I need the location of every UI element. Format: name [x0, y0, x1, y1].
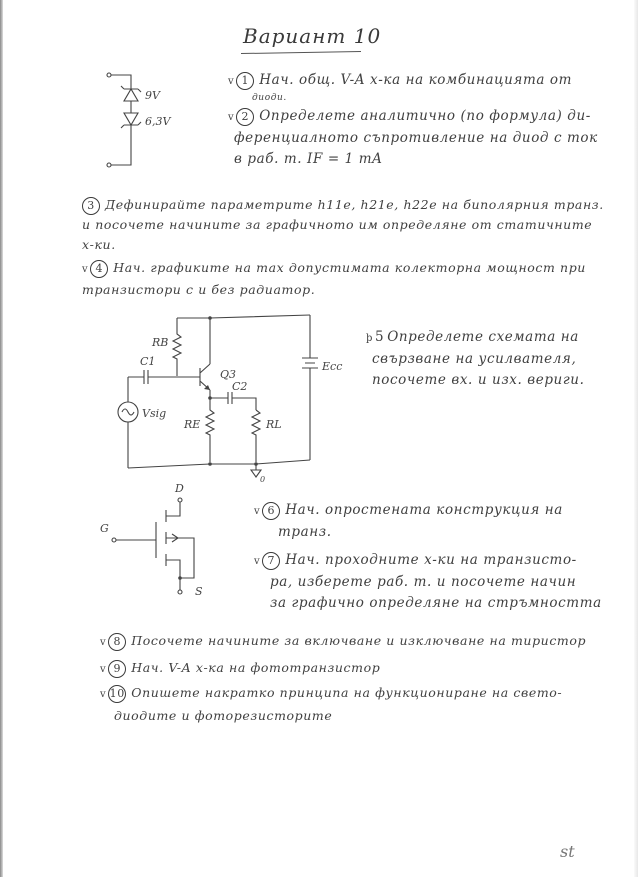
check-mark-icon: v — [100, 637, 107, 648]
question-text: Дефинирайте параметрите h11e, h21e, h22e на биполярния транз. — [105, 197, 604, 212]
label-ecc: Ecc — [322, 360, 343, 373]
question-text: Нач. опростената конструкция на — [285, 502, 563, 518]
question-number: 10 — [108, 685, 126, 703]
question-number: 1 — [236, 72, 254, 90]
question-text: Опишете накратко принципа на функциониране на свето- — [131, 685, 563, 700]
check-mark-icon: v — [100, 664, 107, 675]
label-c1: C1 — [140, 355, 156, 368]
check-mark-icon: v — [100, 689, 107, 700]
question-text: свързване на усилвателя, — [372, 351, 577, 367]
question-text: диодите и фоторезисторите — [114, 708, 333, 723]
question-2 — [228, 106, 598, 170]
question-1 — [228, 70, 572, 104]
battery-ecc — [302, 315, 318, 460]
scan-edge-left — [0, 0, 3, 877]
label-gate: G — [100, 522, 109, 535]
question-text: х-ки. — [82, 237, 116, 252]
resistor-rb — [173, 318, 181, 376]
terminal-top — [107, 73, 111, 77]
terminal-source — [178, 590, 182, 594]
question-text: Нач. графиките на max допустимата колекторна мощност при — [113, 260, 586, 275]
label-rb: RB — [152, 336, 169, 349]
sine-wave-icon — [122, 409, 134, 415]
scan-edge-right — [634, 0, 638, 877]
gate-plate — [116, 522, 156, 558]
question-text: Нач. V-A х-ка на фототранзистор — [131, 660, 381, 675]
label-re: RE — [184, 418, 201, 431]
zener-label-2: 6,3V — [145, 115, 171, 128]
wire-top — [111, 75, 131, 89]
check-mark-icon: v — [228, 112, 235, 123]
question-3 — [82, 195, 604, 255]
question-7 — [254, 550, 602, 614]
label-rl: RL — [266, 418, 282, 431]
signature: st — [560, 842, 575, 861]
title-underline — [241, 51, 361, 54]
question-text: Определете аналитично (по формула) ди- — [259, 108, 591, 124]
check-mark-icon: þ — [366, 333, 374, 344]
question-10 — [100, 682, 562, 726]
question-text: Посочете начините за включване и изключване на тиристор — [131, 633, 587, 648]
question-5 — [366, 327, 584, 391]
wire-drain — [166, 502, 180, 516]
page-title: Вариант 10 — [243, 24, 382, 48]
question-text: за графично определяне на стръмността — [270, 595, 602, 611]
capacitor-c1 — [128, 370, 200, 384]
question-number: 4 — [90, 260, 108, 278]
question-text: транз. — [278, 524, 332, 540]
check-mark-icon: v — [254, 556, 261, 567]
resistor-re — [206, 398, 214, 462]
question-number: 6 — [262, 502, 280, 520]
question-text: Нач. общ. V-A х-ка на комбинацията от — [259, 72, 573, 88]
terminal-drain — [178, 498, 182, 502]
check-mark-icon: v — [254, 506, 261, 517]
wire-bottom-rail — [128, 460, 310, 468]
check-mark-icon: v — [82, 264, 89, 275]
question-text: Нач. проходните х-ки на транзисто- — [285, 552, 577, 568]
question-number: 7 — [262, 552, 280, 570]
zener-diode-1 — [124, 89, 138, 101]
zener-diode-diagram — [95, 65, 171, 165]
label-q3: Q3 — [220, 368, 237, 381]
question-number: 8 — [108, 633, 126, 651]
question-number: 9 — [108, 660, 126, 678]
question-text: ра, изберете раб. т. и посочете начин — [270, 574, 577, 590]
question-6 — [254, 500, 563, 543]
label-ground: 0 — [260, 475, 266, 484]
junction-node — [208, 462, 212, 466]
zener-label-1: 9V — [145, 89, 160, 102]
wire-source-internal — [166, 560, 180, 578]
question-9 — [100, 657, 380, 680]
question-text: ференциалното съпротивление на диод с ток — [234, 130, 598, 146]
capacitor-c2 — [210, 392, 256, 410]
check-mark-icon: v — [228, 76, 235, 87]
question-4 — [82, 258, 586, 300]
zener-diode-2 — [124, 113, 138, 125]
wire-bottom — [111, 125, 131, 165]
question-text: транзистори с и без радиатор. — [82, 282, 316, 297]
question-number: 5 — [375, 329, 385, 345]
question-text: посочете вх. и изх. вериги. — [372, 372, 585, 388]
question-text: диоди. — [252, 93, 287, 103]
wire-top-rail — [177, 315, 310, 318]
label-c2: C2 — [232, 380, 248, 393]
terminal-bottom — [107, 163, 111, 167]
transistor-q3 — [200, 364, 210, 390]
mosfet-diagram — [100, 480, 210, 600]
question-number: 2 — [236, 108, 254, 126]
question-text: в раб. т. IF = 1 mA — [234, 151, 383, 167]
terminal-gate — [112, 538, 116, 542]
amplifier-circuit-diagram — [100, 310, 343, 484]
label-vsig: Vsig — [142, 407, 167, 420]
question-text: и посочете начините за графичното им определяне от статичните — [82, 217, 593, 232]
label-source: S — [195, 585, 203, 598]
label-drain: D — [175, 482, 184, 495]
resistor-rl — [252, 410, 260, 462]
question-8 — [100, 630, 586, 653]
question-text: Определете схемата на — [387, 329, 579, 345]
question-number: 3 — [82, 197, 100, 215]
